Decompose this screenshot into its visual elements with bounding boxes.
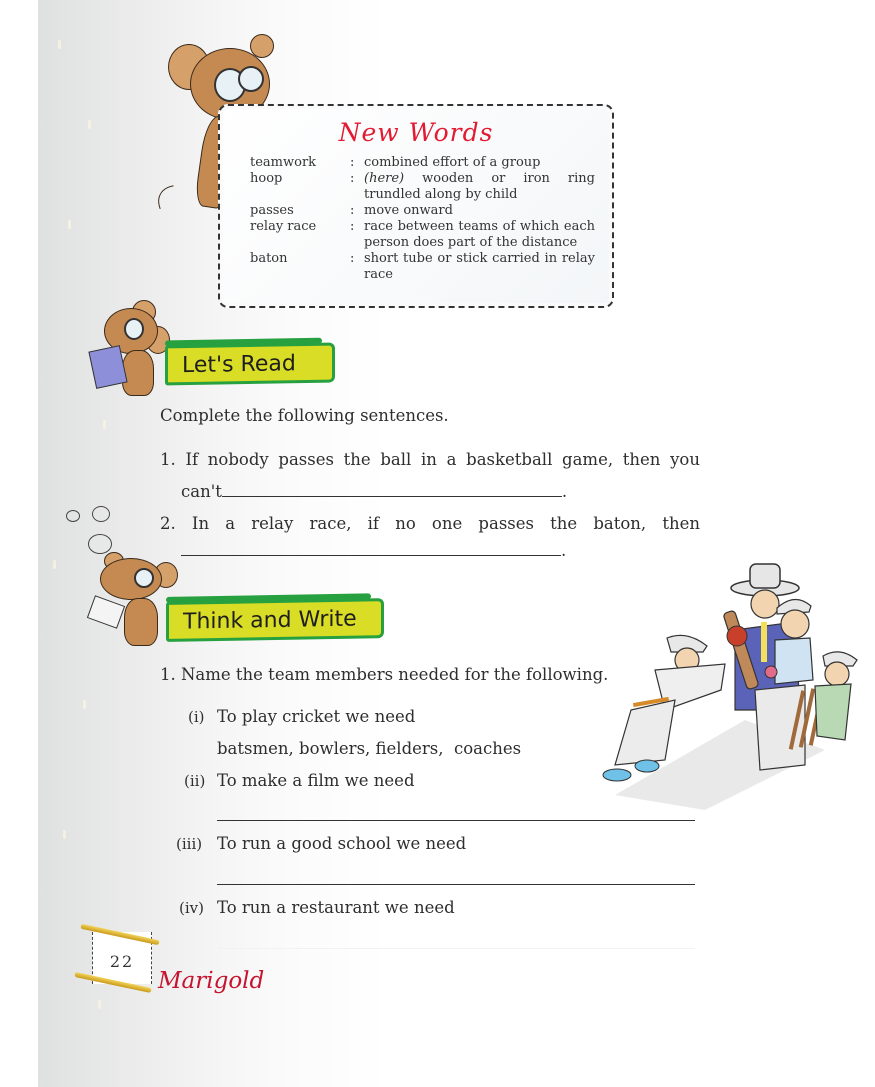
lets-read-heading: Let's Read: [182, 350, 296, 378]
book-icon: [87, 595, 125, 628]
separator: :: [350, 203, 355, 218]
new-word-entry: [250, 219, 595, 251]
sentence-text: In a relay race, if no one passes the baton, then: [191, 514, 700, 533]
item-number: 2.: [160, 514, 176, 533]
sparkle-decoration: [53, 560, 56, 569]
sparkle-decoration: [63, 830, 66, 839]
answer-line-restaurant[interactable]: [217, 948, 695, 949]
item-number: 1.: [160, 450, 176, 469]
thought-cloud-icon: [92, 506, 110, 522]
sparkle-decoration: [83, 700, 86, 709]
word-term: teamwork: [250, 155, 317, 170]
sentence-2-line1: [160, 514, 700, 533]
new-word-entry: [250, 155, 595, 171]
answer-line-school[interactable]: [217, 884, 695, 885]
sentence-1-line2: [181, 482, 567, 501]
sparkle-decoration: [103, 420, 106, 429]
word-definition-wrap: [364, 171, 595, 203]
sub-item-prompt: To run a good school we need: [217, 834, 467, 853]
new-words-list: [250, 155, 595, 283]
sparkle-decoration: [58, 40, 61, 49]
cricket-players-icon: [595, 560, 865, 810]
period: .: [561, 482, 568, 501]
word-definition: short tube or stick carried in relay race: [364, 251, 595, 282]
new-words-board: [218, 104, 614, 308]
page-number-scroll: [78, 922, 160, 994]
page-number: 22: [109, 952, 135, 971]
sparkle-decoration: [98, 1000, 101, 1009]
sentence-text: can't: [181, 482, 222, 501]
cricket-scene-illustration: [595, 560, 865, 810]
definition-qualifier: (here): [364, 171, 405, 186]
sub-item-prompt: To play cricket we need: [217, 707, 416, 726]
page-margin: [0, 0, 38, 1087]
answer-blank-1[interactable]: [222, 496, 562, 497]
sentence-text: If nobody passes the ball in a basketball game, then you: [185, 450, 700, 469]
separator: :: [350, 219, 355, 234]
sentence-2-line2: [181, 541, 566, 560]
word-definition: move onward: [364, 203, 453, 218]
new-word-entry: [250, 171, 595, 203]
sub-item-number: (i): [188, 708, 205, 726]
word-definition: wooden or iron ring trundled along by child: [364, 171, 595, 202]
writing-mouse-illustration: [86, 552, 176, 652]
think-write-question: 1. Name the team members needed for the following.: [160, 665, 609, 684]
sparkle-decoration: [88, 120, 91, 129]
think-and-write-banner: [166, 598, 384, 642]
answer-line-film[interactable]: [217, 820, 695, 821]
reading-mouse-illustration: [88, 298, 168, 403]
separator: :: [350, 155, 355, 170]
word-term: relay race: [250, 219, 317, 234]
sub-item-answer[interactable]: batsmen, bowlers, fielders, coaches: [217, 739, 522, 758]
thought-cloud-icon: [88, 534, 112, 554]
thought-cloud-icon: [66, 510, 80, 522]
sub-item-number: (ii): [184, 772, 206, 790]
lets-read-banner: [165, 343, 335, 386]
new-word-entry: [250, 251, 595, 283]
lets-read-instruction: Complete the following sentences.: [160, 406, 449, 425]
new-words-title: New Words: [338, 118, 494, 147]
new-word-entry: [250, 203, 595, 219]
sub-item-prompt: To run a restaurant we need: [217, 898, 455, 917]
sub-item-number: (iv): [179, 899, 204, 917]
word-term: passes: [250, 203, 294, 218]
book-title: Marigold: [158, 968, 265, 994]
sub-item-number: (iii): [176, 835, 203, 853]
word-term: hoop: [250, 171, 283, 186]
separator: :: [350, 171, 355, 186]
word-term: baton: [250, 251, 288, 266]
word-definition: race between teams of which each person does part of the distance: [364, 219, 595, 250]
word-definition: combined effort of a group: [364, 155, 541, 170]
answer-blank-2[interactable]: [181, 555, 561, 556]
period: .: [561, 541, 567, 560]
sentence-1-line1: [160, 450, 700, 469]
think-and-write-heading: Think and Write: [183, 606, 357, 635]
sub-item-prompt: To make a film we need: [217, 771, 415, 790]
sparkle-decoration: [68, 220, 71, 229]
separator: :: [350, 251, 355, 266]
